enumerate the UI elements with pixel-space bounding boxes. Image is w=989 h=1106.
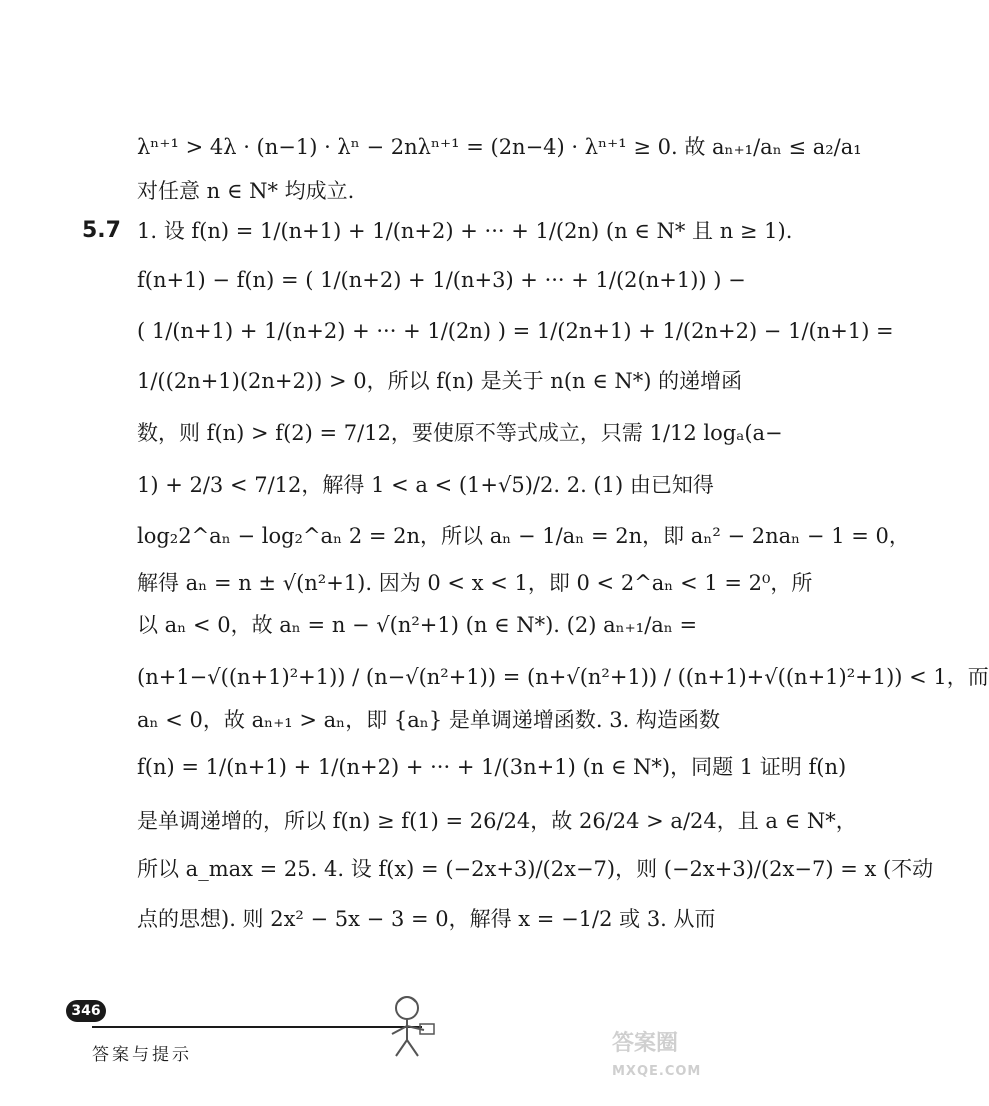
text-line: log₂2^aₙ − log₂^aₙ 2 = 2n，所以 aₙ − 1/aₙ = 2n，即 aₙ² − 2naₙ − 1 = 0， <box>137 524 910 548</box>
watermark-main: 答案圈 <box>612 1031 679 1056</box>
watermark-url: MXQE.COM <box>612 1064 702 1079</box>
text-line: f(n) = 1/(n+1) + 1/(n+2) + ··· + 1/(3n+1) (n ∈ N*)，同题 1 证明 f(n) <box>137 755 847 779</box>
footer-title: 答案与提示 <box>92 1045 192 1065</box>
text-line: ( 1/(n+1) + 1/(n+2) + ··· + 1/(2n) ) = 1/(2n+1) + 1/(2n+2) − 1/(n+1) = <box>137 319 894 343</box>
text-line: λⁿ⁺¹ > 4λ · (n−1) · λⁿ − 2nλⁿ⁺¹ = (2n−4) · λⁿ⁺¹ ≥ 0. 故 aₙ₊₁/aₙ ≤ a₂/a₁ <box>137 135 862 159</box>
text-line: 1/((2n+1)(2n+2)) > 0，所以 f(n) 是关于 n(n ∈ N*) 的递增函 <box>137 369 743 393</box>
section-label: 5.7 <box>82 218 121 243</box>
text-line: f(n+1) − f(n) = ( 1/(n+2) + 1/(n+3) + ··· + 1/(2(n+1)) ) − <box>137 268 746 292</box>
page-number: 346 <box>66 1000 106 1022</box>
text-line: 数，则 f(n) > f(2) = 7/12，要使原不等式成立，只需 1/12 logₐ(a− <box>137 421 783 445</box>
text-line: 对任意 n ∈ N* 均成立. <box>137 179 355 203</box>
reading-boy-mascot-icon <box>372 990 442 1060</box>
text-line: 以 aₙ < 0，故 aₙ = n − √(n²+1) (n ∈ N*). (2) aₙ₊₁/aₙ = <box>137 613 698 637</box>
text-line: (n+1−√((n+1)²+1)) / (n−√(n²+1)) = (n+√(n²+1)) / ((n+1)+√((n+1)²+1)) < 1，而 <box>137 665 989 689</box>
text-line: 1) + 2/3 < 7/12，解得 1 < a < (1+√5)/2. 2. (1) 由已知得 <box>137 473 714 497</box>
text-line: 点的思想). 则 2x² − 5x − 3 = 0，解得 x = −1/2 或 3. 从而 <box>137 907 716 931</box>
text-line: 所以 a_max = 25. 4. 设 f(x) = (−2x+3)/(2x−7)，则 (−2x+3)/(2x−7) = x (不动 <box>137 857 934 881</box>
text-line: aₙ < 0，故 aₙ₊₁ > aₙ，即 {aₙ} 是单调递增函数. 3. 构造函数 <box>137 708 720 732</box>
watermark <box>612 1030 701 1086</box>
text-line: 1. 设 f(n) = 1/(n+1) + 1/(n+2) + ··· + 1/(2n) (n ∈ N* 且 n ≥ 1). <box>137 219 793 243</box>
text-line: 解得 aₙ = n ± √(n²+1). 因为 0 < x < 1，即 0 < 2^aₙ < 1 = 2⁰，所 <box>137 571 813 595</box>
text-line: 是单调递增的，所以 f(n) ≥ f(1) = 26/24，故 26/24 > a/24，且 a ∈ N*， <box>137 809 857 833</box>
